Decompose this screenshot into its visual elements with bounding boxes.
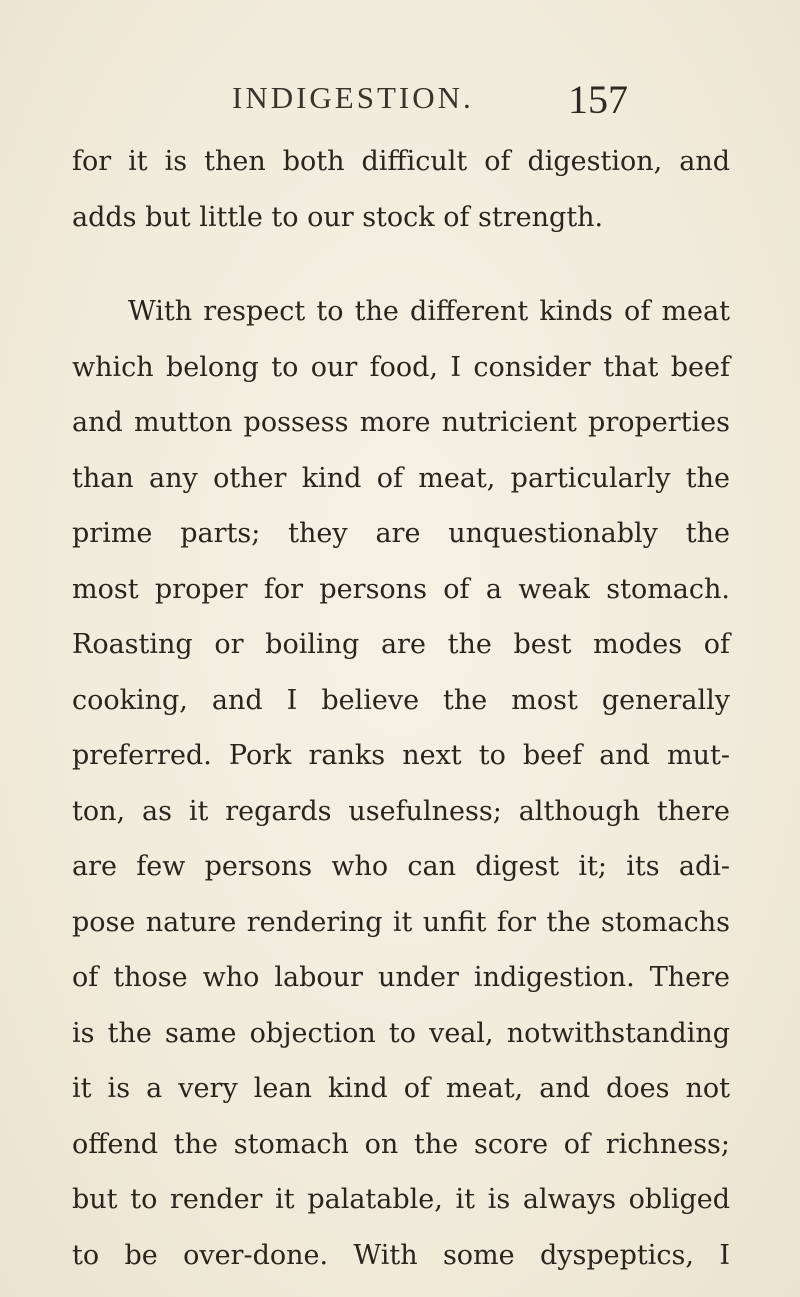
text-line: and mutton possess more nutricient properties: [72, 407, 730, 438]
text-line: is the same objection to veal, notwithstanding: [72, 1017, 730, 1049]
text-line: than any other kind of meat, particularly the: [72, 462, 730, 494]
paragraph-1: [72, 140, 730, 251]
text-line: adds but little to our stock of strength.: [72, 201, 604, 233]
text-line: preferred. Pork ranks next to beef and mut-: [72, 740, 730, 771]
body-text: [72, 140, 730, 1289]
paragraph-gap: [72, 251, 730, 290]
text-line: cooking, and I believe the most generally: [72, 684, 730, 716]
text-line: prime parts; they are unquestionably the: [72, 518, 730, 549]
text-line: of those who labour under indigestion. There: [72, 962, 730, 993]
text-line: but to render it palatable, it is always obliged: [72, 1184, 730, 1215]
text-line: most proper for persons of a weak stomach.: [72, 573, 730, 605]
text-line: are few persons who can digest it; its adi-: [72, 851, 730, 882]
text-line: which belong to our food, I consider that beef: [72, 351, 730, 383]
page-number: 157: [568, 77, 628, 122]
running-head: [0, 74, 800, 124]
text-line: With respect to the different kinds of meat: [128, 296, 730, 327]
text-line: ton, as it regards usefulness; although there: [72, 795, 730, 827]
text-line: for it is then both difficult of digestion, and: [72, 146, 730, 177]
paragraph-2: [72, 290, 730, 1289]
text-line: Roasting or boiling are the best modes of: [72, 629, 730, 660]
text-line: pose nature rendering it unfit for the stomachs: [72, 906, 730, 938]
text-line: offend the stomach on the score of richness;: [72, 1128, 730, 1160]
text-line: it is a very lean kind of meat, and does not: [72, 1073, 730, 1104]
text-line: to be over-done. With some dyspeptics, I: [72, 1239, 730, 1271]
running-title: INDIGESTION.: [232, 80, 474, 115]
